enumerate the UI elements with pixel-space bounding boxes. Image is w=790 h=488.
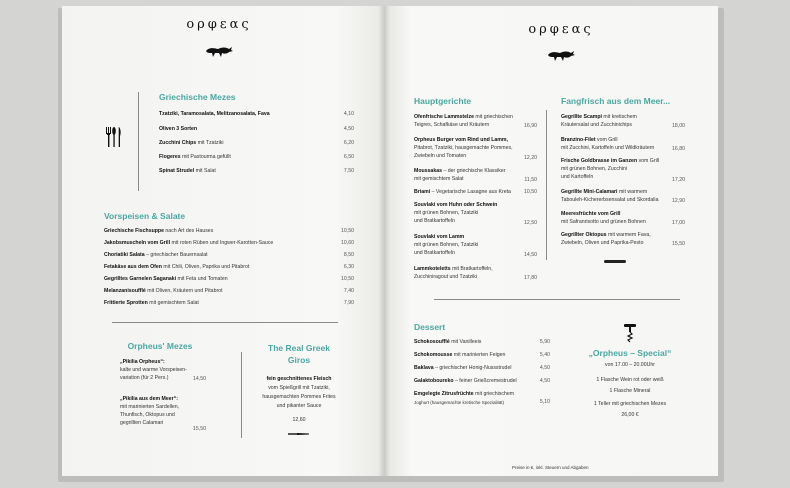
footer-note: Preise in €, inkl. Steuern und Abgaben <box>512 465 589 470</box>
menu-item-price: 14,50 <box>524 252 537 258</box>
decorative-brush-stroke <box>604 260 626 263</box>
giros-desc-line: vom Spießgrill mit Tzatziki, <box>268 385 330 391</box>
menu-item-line: mit gemischtem Salat <box>414 176 464 182</box>
menu-item-line: mit Zucchini, Kartoffeln und Wildkräutern <box>561 145 655 151</box>
menu-item: Frische Goldbrasse im Ganzen vom Grill <box>561 158 660 164</box>
menu-item-price: 17,00 <box>672 220 685 226</box>
giros-desc-line: und pikanter Sauce <box>276 403 322 409</box>
menu-item-line: Kräutersalat und Zucchinichips <box>561 122 632 128</box>
logo-text-left: ορφεας <box>186 17 252 32</box>
menu-item: Emgelegte Zitrusfrüchte mit griechischem <box>414 391 515 397</box>
menu-item: „Pikilia aus dem Meer“: <box>120 396 178 402</box>
menu-item-price: 7,50 <box>343 168 354 174</box>
section-title-hauptgerichte: Hauptgerichte <box>414 96 472 106</box>
menu-item: Spinat Strudel mit Salat <box>159 168 216 174</box>
special-time: von 17.00 – 20.00Uhr <box>605 362 655 368</box>
column-divider-vertical <box>546 110 547 260</box>
menu-item: Souvlaki vom Lamm <box>414 234 465 240</box>
menu-item: Tzatziki, Taramosalata, Melitzanosalata, Fava <box>159 111 270 117</box>
giros-price: 12,60 <box>292 417 306 423</box>
menu-item-line: mit grünen Bohnen, Tzatziki <box>414 210 479 216</box>
menu-item: Gegrillter Oktopus mit warmem Fava, <box>561 232 651 238</box>
menu-item-line: Thunfisch, Oktopus und <box>120 412 175 418</box>
cutlery-icon <box>104 126 124 148</box>
menu-item: Zucchini Chips mit Tzatziki <box>159 140 224 146</box>
menu-item-price: 12,50 <box>524 220 537 226</box>
menu-item-line: und Bratkartoffeln <box>414 218 455 224</box>
menu-item-price: 17,20 <box>672 177 685 183</box>
menu-item-line: Zwiebeln, Oliven und Paprika-Pesto <box>561 240 644 246</box>
menu-item: Branzino-Filet vom Grill <box>561 137 618 143</box>
menu-item: Briami – Vegetarische Lasagne aus Kreta <box>414 189 511 195</box>
menu-item-price: 5,10 <box>539 399 550 405</box>
menu-item: Meeresfrüchte vom Grill <box>561 211 621 217</box>
section-divider <box>112 322 338 323</box>
giros-desc-line: fein geschnittenes Fleisch <box>266 376 332 382</box>
menu-item-price: 6,20 <box>343 140 354 146</box>
section-title-giros-line1: The Real Greek <box>268 343 330 353</box>
menu-item: Gegrillte Mini-Calamari mit warmem <box>561 189 648 195</box>
menu-item: Galaktoboureko – feiner Grießcremestrudel <box>414 378 517 384</box>
menu-item: Baklava – griechischer Honig-Nussstrudel <box>414 365 512 371</box>
menu-item-price: 4,50 <box>539 365 550 371</box>
menu-item-price: 10,50 <box>524 189 537 195</box>
menu-item-line: mit grünen Bohnen, Zucchini <box>561 166 628 172</box>
menu-item-price: 17,80 <box>524 275 537 281</box>
menu-item: Moussakas – der griechische Klassiker <box>414 168 506 174</box>
menu-item-line: variation (für 2 Pers.) <box>120 375 169 381</box>
menu-item-line: kalte und warme Vorspeisen- <box>120 367 187 373</box>
menu-item-line: und Kartoffeln <box>561 174 594 180</box>
menu-item-price: 12,20 <box>524 155 537 161</box>
book-spine <box>378 6 390 476</box>
menu-item: Souvlaki vom Huhn oder Schwein <box>414 202 498 208</box>
menu-item-price: 7,90 <box>343 300 354 306</box>
menu-item-line: mit Safranrisotto und grünen Bohnen <box>561 219 646 225</box>
menu-item-price: 15,50 <box>193 426 206 432</box>
menu-item-line: Zucchiniragout und Tzatziki <box>414 274 478 280</box>
menu-item-price: 7,40 <box>343 288 354 294</box>
menu-item-line: gegrillten Calamari <box>120 420 164 426</box>
menu-item-price: 8,50 <box>343 252 354 258</box>
menu-item-price: 11,50 <box>524 177 537 183</box>
menu-item-price: 4,10 <box>343 111 354 117</box>
menu-item-line: Joghurt (hausgemachte kretische Spezialität) <box>414 400 505 405</box>
menu-item-price: 16,90 <box>524 123 537 129</box>
menu-item-price: 10,50 <box>341 228 354 234</box>
menu-item: Griechische Fischsuppe nach Art des Hauses <box>104 228 214 234</box>
menu-item-line: Tabouleh-Kichererbsensalat und Skordalia <box>561 197 659 203</box>
bull-logo-icon <box>546 48 576 62</box>
section-title-special: „Orpheus – Special“ <box>588 348 672 358</box>
menu-item-price: 5,40 <box>539 352 550 358</box>
menu-item-line: Zwiebeln und Tomaten <box>414 153 467 159</box>
menu-item-line: Pitabrot, Tzatziki, hausgemachte Pommes, <box>414 145 513 151</box>
mezes-divider-vertical <box>138 92 139 191</box>
menu-item: „Pikilia Orpheus“: <box>120 359 165 365</box>
menu-item: Schokosoufflé mit Vanilleeis <box>414 339 482 345</box>
menu-item-line: und Bratkartoffeln <box>414 250 455 256</box>
section-title-vorspeisen: Vorspeisen & Salate <box>104 211 186 221</box>
section-title-dessert: Dessert <box>414 322 446 332</box>
section-title-fangfrisch: Fangfrisch aus dem Meer... <box>561 96 671 106</box>
menu-item: Choriatiki Salata – griechischer Bauernsalat <box>104 252 208 258</box>
section-title-griechische-mezes: Griechische Mezes <box>159 92 236 102</box>
menu-item-line: mit marinierten Sardellen, <box>120 404 180 410</box>
menu-item: Gegrilltes Garnelen Saganaki mit Feta und Tomaten <box>104 276 228 282</box>
menu-item-price: 6,50 <box>343 154 354 160</box>
section-title-orpheus-mezes: Orpheus' Mezes <box>127 341 193 351</box>
bull-logo-icon <box>204 44 234 58</box>
special-price: 26,00 € <box>621 412 639 418</box>
menu-item: Schokomousse mit marinierten Feigen <box>414 352 506 358</box>
menu-item-price: 15,50 <box>672 241 685 247</box>
menu-item-line: Teigres, Schafkäse und Kräutern <box>414 122 490 128</box>
menu-item: Gegrillte Scampi mit kretischem <box>561 114 637 120</box>
corkscrew-icon <box>623 323 637 343</box>
menu-item-line: mit grünen Bohnen, Tzatziki <box>414 242 479 248</box>
menu-item-price: 4,50 <box>343 126 354 132</box>
menu-item: Frittierte Sprotten mit gemischtem Salat <box>104 300 199 306</box>
menu-item-price: 6,30 <box>343 264 354 270</box>
special-line: 1 Flasche Mineral <box>609 388 651 394</box>
menu-item-price: 10,50 <box>341 276 354 282</box>
menu-item: Fetakäse aus dem Ofen mit Chili, Oliven, Paprika und Pitabrot <box>104 264 250 270</box>
menu-item-price: 14,50 <box>193 376 206 382</box>
menu-item-price: 12,90 <box>672 198 685 204</box>
knife-icon <box>288 432 310 436</box>
menu-item: Flogeres mit Pastourma gefüllt <box>159 154 231 160</box>
special-line: 1 Teller mit griechischen Mezes <box>593 401 667 407</box>
menu-item-price: 4,50 <box>539 378 550 384</box>
menu-item: Orpheus Burger vom Rind und Lamm, <box>414 137 508 143</box>
section-divider <box>434 299 680 300</box>
menu-item: Lammkoteletts mit Bratkartoffeln, <box>414 266 493 272</box>
menu-item: Melanzanisoufflé mit Oliven, Kräutern und Pitabrot <box>104 288 223 294</box>
menu-item-price: 18,00 <box>672 123 685 129</box>
menu-item: Jakobsmuscheln vom Grill mit roten Rüben und Ingwer-Karotten-Sauce <box>104 240 274 246</box>
menu-item-price: 16,80 <box>672 146 685 152</box>
giros-desc-line: hausgemachten Pommes Frites <box>262 394 336 400</box>
menu-item: Oliven 3 Sorten <box>159 126 198 132</box>
section-title-giros-line2: Giros <box>287 355 311 365</box>
giros-divider-vertical <box>241 352 242 438</box>
special-line: 1 Flasche Wein rot oder weiß <box>596 377 664 383</box>
menu-item-price: 10,60 <box>341 240 354 246</box>
menu-item-price: 5,90 <box>539 339 550 345</box>
menu-item: Ofenfrische Lammstelze mit griechischen <box>414 114 513 120</box>
logo-text-right: ορφεας <box>528 22 594 37</box>
